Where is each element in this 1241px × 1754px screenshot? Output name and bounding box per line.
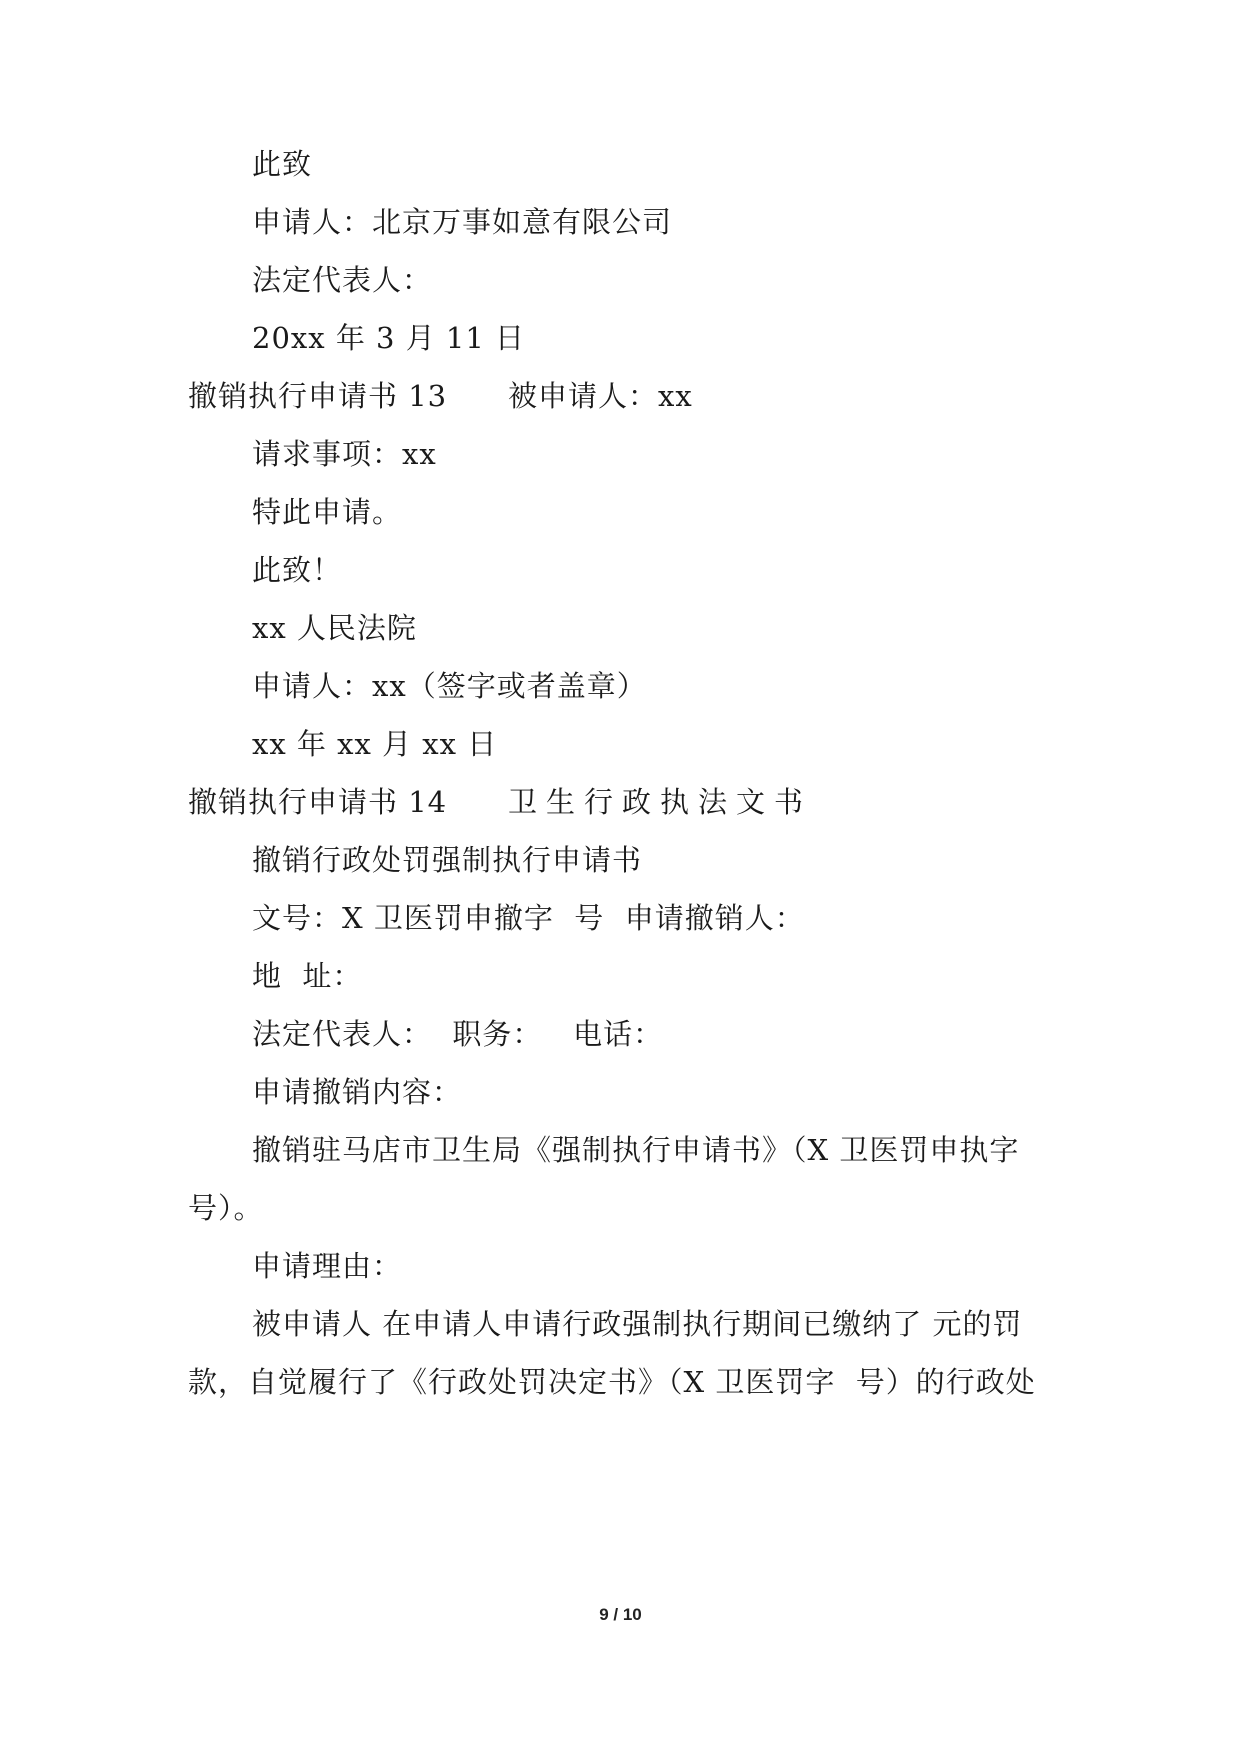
document-number-line: 文号：X 卫医罚申撤字 号 申请撤销人：	[252, 901, 805, 935]
health-enforcement-document-title: 卫生行政执法文书	[508, 785, 813, 819]
respondent-line: 被申请人：xx	[508, 379, 693, 413]
closing-salutation-2: 此致！	[252, 553, 343, 587]
representative-position-phone-line: 法定代表人： 职务： 电话：	[252, 1017, 664, 1051]
court-line: xx 人民法院	[252, 611, 417, 645]
revocation-content-text-cont: 号）。	[188, 1191, 264, 1225]
reason-text: 被申请人 在申请人申请行政强制执行期间已缴纳了 元的罚	[252, 1307, 1023, 1341]
revocation-content-text: 撤销驻马店市卫生局《强制执行申请书》（X 卫医罚申执字	[252, 1133, 1020, 1167]
reason-heading: 申请理由：	[252, 1249, 403, 1283]
reason-text-cont: 款，自觉履行了《行政处罚决定书》（X 卫医罚字 号）的行政处	[188, 1365, 1036, 1399]
legal-representative-line: 法定代表人：	[252, 263, 433, 297]
address-line: 地 址：	[252, 959, 363, 993]
page-number: 9 / 10	[599, 1605, 642, 1624]
section-heading-14: 撤销执行申请书 14	[188, 785, 448, 819]
date-line-2: xx 年 xx 月 xx 日	[252, 727, 498, 761]
applicant-line: 申请人：北京万事如意有限公司	[252, 205, 673, 239]
date-line: 20xx 年 3 月 11 日	[252, 321, 526, 355]
hereby-apply-line: 特此申请。	[252, 495, 403, 529]
revocation-content-heading: 申请撤销内容：	[252, 1075, 463, 1109]
section-heading-13: 撤销执行申请书 13	[188, 379, 448, 413]
applicant-signature-line: 申请人：xx（签字或者盖章）	[252, 669, 647, 703]
document-title: 撤销行政处罚强制执行申请书	[252, 843, 643, 877]
request-item-line: 请求事项：xx	[252, 437, 437, 471]
closing-salutation: 此致	[252, 147, 313, 181]
